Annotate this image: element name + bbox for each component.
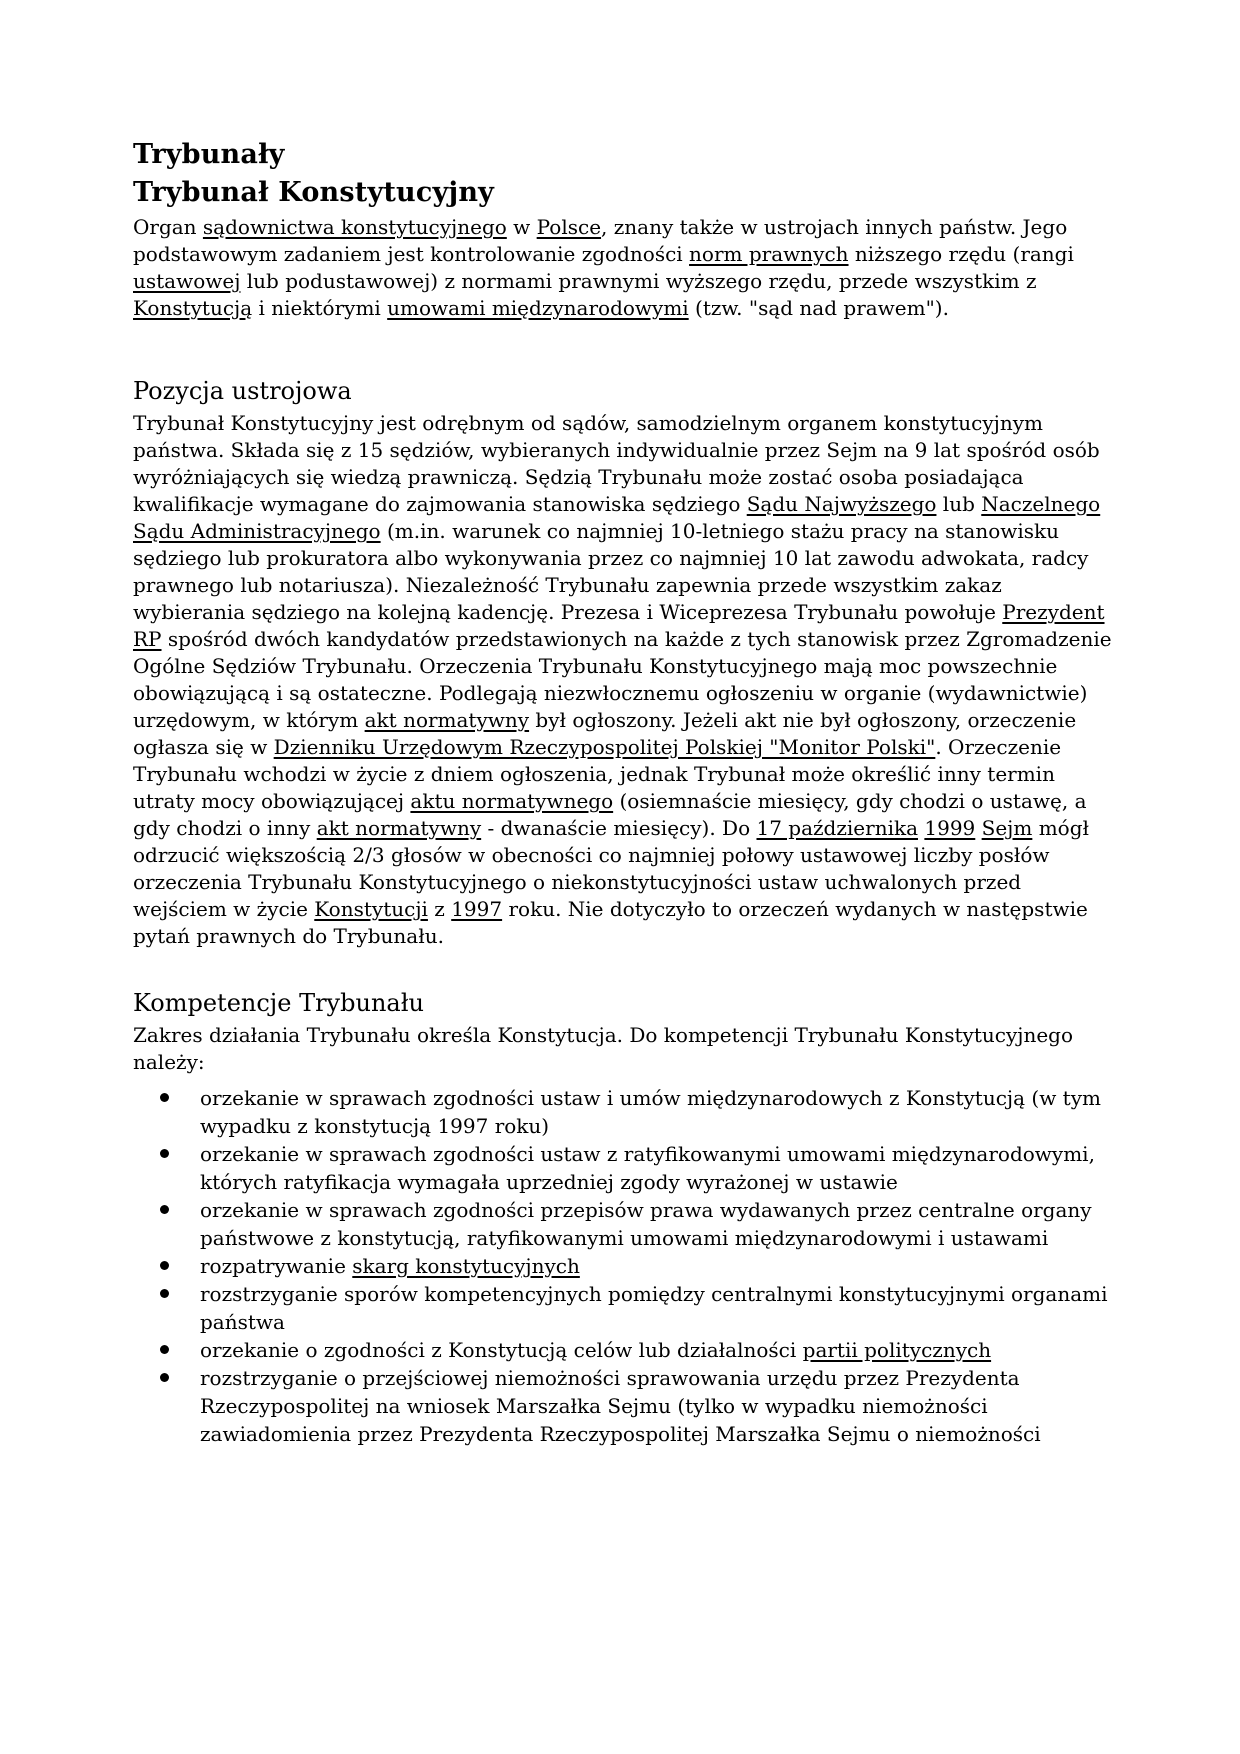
- inline-link[interactable]: 17 października: [756, 816, 919, 840]
- text-run: (osiemnaście miesięcy, gdy chodzi o ustawę, a gdy chodzi o inny: [133, 789, 1087, 840]
- text-run: rozstrzyganie sporów kompetencyjnych pomiędzy centralnymi konstytucyjnymi organami państwa: [200, 1282, 1108, 1334]
- list-item: [200, 1364, 1118, 1448]
- bullet-icon: [160, 1373, 169, 1382]
- pozycja-ustrojowa-paragraph: [133, 410, 1118, 950]
- bullet-icon: [160, 1261, 169, 1270]
- inline-link[interactable]: Sądu Najwyższego: [746, 492, 937, 516]
- text-run: spośród dwóch kandydatów przedstawionych na każde z tych stanowisk przez Zgromadzenie Ogólne Sędziów Trybunału. Orzeczenia Trybunału Konstytucyjnego mają moc powszechnie obowiązującą i są ostateczne. Podlegają niezwłocznemu ogłoszeniu w organie (wydawnictwie) urzędowym, w którym: [133, 627, 1112, 732]
- inline-link[interactable]: aktu normatywnego: [410, 789, 614, 813]
- text-run: był ogłoszony. Jeżeli akt nie był ogłoszony, orzeczenie ogłasza się w: [133, 708, 1077, 759]
- text-run: Zakres działania Trybunału określa Konstytucja. Do kompetencji Trybunału Konstytucyjnego należy:: [133, 1023, 1073, 1074]
- text-run: roku. Nie dotyczyło to orzeczeń wydanych w następstwie pytań prawnych do Trybunału.: [133, 897, 1088, 948]
- text-run: . Orzeczenie Trybunału wchodzi w życie z dniem ogłoszenia, jednak Trybunał może określić inny termin utraty mocy obowiązującej: [133, 735, 1062, 813]
- list-item: [200, 1084, 1118, 1140]
- text-run: - dwanaście miesięcy). Do: [481, 816, 757, 840]
- bullet-icon: [160, 1205, 169, 1214]
- section-heading-kompetencje: Kompetencje Trybunału: [133, 989, 424, 1017]
- text-run: lub podustawowej) z normami prawnymi wyższego rzędu, przede wszystkim z: [240, 269, 1037, 293]
- list-item: [200, 1280, 1118, 1336]
- text-run: orzekanie o zgodności z Konstytucją celów lub działalności: [200, 1338, 803, 1362]
- inline-link[interactable]: 1997: [451, 897, 503, 921]
- text-run: rozpatrywanie: [200, 1254, 353, 1278]
- inline-link[interactable]: sądownictwa konstytucyjnego: [202, 215, 507, 239]
- text-run: orzekanie w sprawach zgodności ustaw z ratyfikowanymi umowami międzynarodowymi, których ratyfikacja wymagała uprzedniej zgody wyrażonej w ustawie: [200, 1142, 1095, 1194]
- bullet-icon: [160, 1093, 169, 1102]
- text-run: (m.in. warunek co najmniej 10-letniego stażu pracy na stanowisku sędziego lub prokuratora albo wykonywania przez co najmniej 10 lat zawodu adwokata, radcy prawnego lub notariusza). Niezależność Trybunału zapewnia przede wszystkim zakaz wybierania sędziego na kolejną kadencję. Prezesa i Wiceprezesa Trybunału powołuje: [133, 519, 1089, 624]
- text-run: Trybunał Konstytucyjny jest odrębnym od sądów, samodzielnym organem konstytucyjnym państwa. Składa się z 15 sędziów, wybieranych indywidualnie przez Sejm na 9 lat spośród osób wyróżniających się wiedzą prawniczą. Sędzią Trybunału może zostać osoba posiadająca kwalifikacje wymagane do zajmowania stanowiska sędziego: [133, 411, 1100, 516]
- inline-link[interactable]: Konstytucji: [314, 897, 428, 921]
- bullet-icon: [160, 1345, 169, 1354]
- list-item: [200, 1252, 1118, 1280]
- inline-link[interactable]: Konstytucją: [133, 296, 253, 320]
- doc-subtitle: Trybunał Konstytucyjny: [133, 177, 495, 208]
- inline-link[interactable]: 1999: [924, 816, 976, 840]
- bullet-icon: [160, 1289, 169, 1298]
- intro-paragraph: [133, 214, 1118, 322]
- text-run: niższego rzędu (rangi: [848, 242, 1074, 266]
- text-run: , znany także w ustrojach innych państw. Jego podstawowym zadaniem jest kontrolowanie zgodności: [133, 215, 1068, 266]
- text-run: orzekanie w sprawach zgodności przepisów prawa wydawanych przez centralne organy państwowe z konstytucją, ratyfikowanymi umowami międzynarodowymi i ustawami: [200, 1198, 1092, 1250]
- text-run: lub: [936, 492, 982, 516]
- text-run: i niektórymi: [252, 296, 388, 320]
- inline-link[interactable]: akt normatywny: [364, 708, 530, 732]
- text-run: orzekanie w sprawach zgodności ustaw i umów międzynarodowych z Konstytucją (w tym wypadku z konstytucją 1997 roku): [200, 1086, 1101, 1138]
- inline-link[interactable]: akt normatywny: [316, 816, 482, 840]
- text-run: mógł odrzucić większością 2/3 głosów w obecności co najmniej połowy ustawowej liczby posłów orzeczenia Trybunału Konstytucyjnego o niekonstytucyjności ustaw uchwalonych przed wejściem w życie: [133, 816, 1089, 921]
- text-run: rozstrzyganie o przejściowej niemożności sprawowania urzędu przez Prezydenta Rzeczypospolitej na wniosek Marszałka Sejmu (tylko w wypadku niemożności zawiadomienia przez Prezydenta Rzeczypospolitej Marszałka Sejmu o niemożności: [200, 1366, 1041, 1446]
- text-run: Organ: [133, 215, 203, 239]
- list-item: [200, 1196, 1118, 1252]
- inline-link[interactable]: ustawowej: [133, 269, 241, 293]
- inline-link[interactable]: norm prawnych: [689, 242, 849, 266]
- competence-list: [133, 1084, 1118, 1448]
- bullet-icon: [160, 1149, 169, 1158]
- inline-link[interactable]: Dzienniku Urzędowym Rzeczypospolitej Polskiej "Monitor Polski": [273, 735, 936, 759]
- inline-link[interactable]: Sejm: [981, 816, 1033, 840]
- list-item: [200, 1140, 1118, 1196]
- inline-link[interactable]: Polsce: [536, 215, 602, 239]
- inline-link[interactable]: umowami międzynarodowymi: [387, 296, 689, 320]
- text-run: z: [427, 897, 452, 921]
- inline-link[interactable]: skarg konstytucyjnych: [352, 1254, 580, 1278]
- list-item: [200, 1336, 1118, 1364]
- kompetencje-intro-paragraph: [133, 1022, 1118, 1076]
- inline-link[interactable]: partii politycznych: [802, 1338, 992, 1362]
- doc-title: Trybunały: [133, 139, 285, 170]
- text-run: (tzw. "sąd nad prawem").: [688, 296, 949, 320]
- inline-link[interactable]: Naczelnego Sądu Administracyjnego: [133, 492, 1101, 543]
- document-content: [133, 136, 1118, 1448]
- inline-link[interactable]: Prezydent RP: [133, 600, 1105, 651]
- section-heading-pozycja-ustrojowa: Pozycja ustrojowa: [133, 377, 352, 405]
- text-run: w: [506, 215, 537, 239]
